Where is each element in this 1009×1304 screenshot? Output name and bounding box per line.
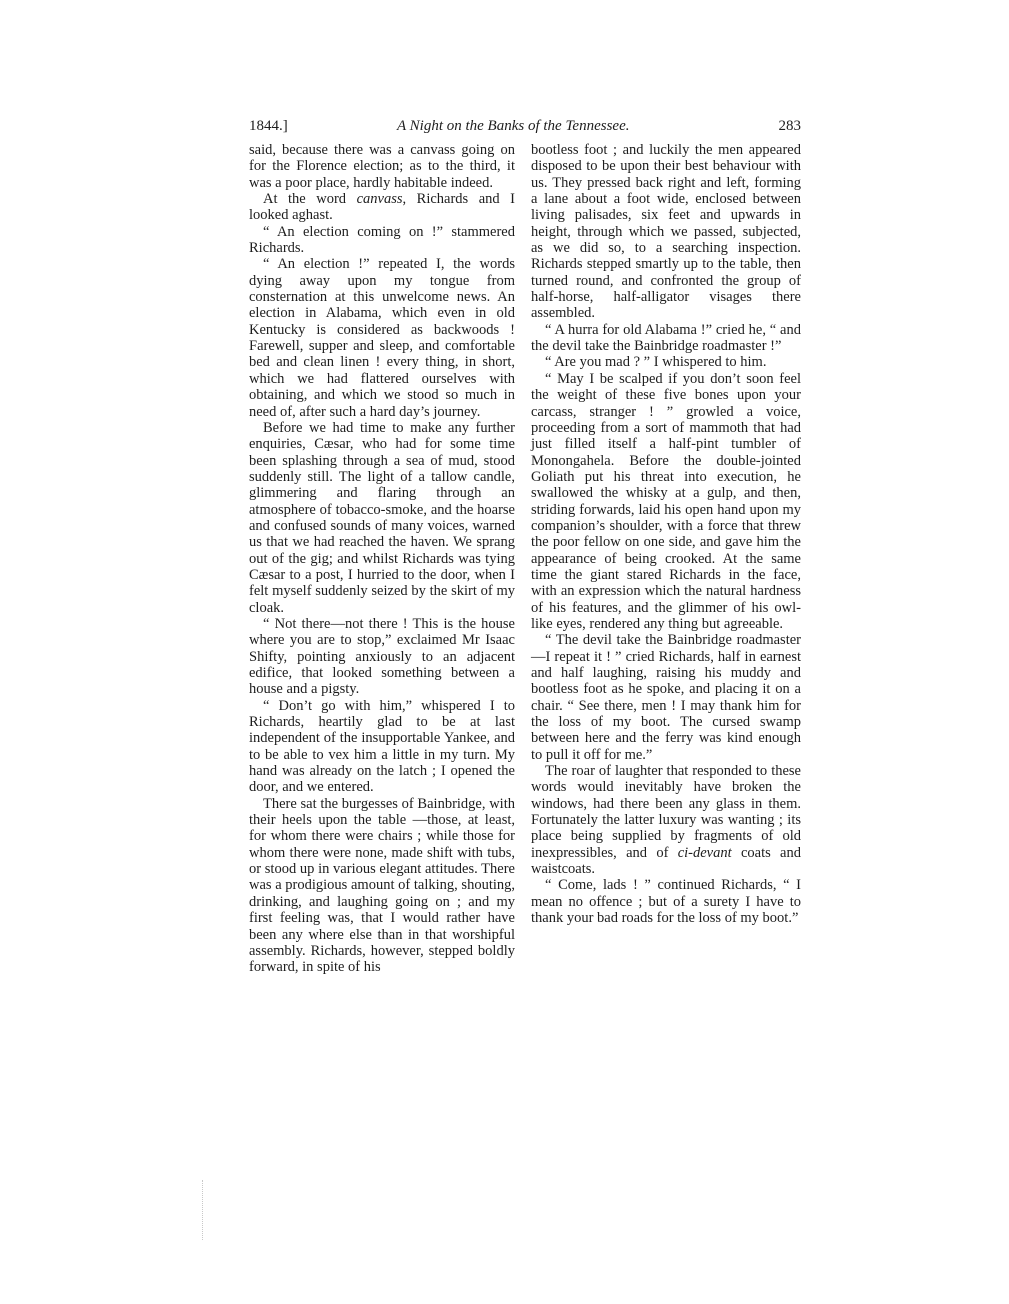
left-column xyxy=(249,142,515,976)
paragraph: There sat the burgesses of Bainbridge, with their heels upon the table —those, at least, for whom there were chairs ; while those for whom there were none, made shift with tubs, or stood up in various elegant attitudes. There was a prodigious amount of talking, shouting, drinking, and laughing going on ; and my first feeling was, that I would rather have been any where else than in that worshipful assembly. Richards, however, stepped boldly forward, in spite of his xyxy=(249,795,515,976)
italic-word: canvass xyxy=(356,191,403,208)
scan-margin-artifact xyxy=(202,1180,204,1240)
header-year: 1844.] xyxy=(249,118,288,134)
header-title: A Night on the Banks of the Tennessee. xyxy=(397,118,630,134)
italic-word: ci-devant xyxy=(677,844,732,861)
paragraph xyxy=(531,763,801,877)
paragraph: “ Come, lads ! ” continued Richards, “ I mean no offence ; but of a surety I have to thank your bad roads for the loss of my boot.” xyxy=(531,877,801,927)
paragraph: “ Don’t go with him,” whispered I to Richards, heartily glad to be at last independent of the insupportable Yankee, and to be able to vex him a little in my turn. My hand was already on the latch ; I opened the door, and we entered. xyxy=(249,697,515,796)
paragraph: “ An election !” repeated I, the words dying away upon my tongue from consternation at this unwelcome news. An election in Alabama, which even in old Kentucky is considered as backwoods ! Farewell, supper and sleep, and comfortable bed and clean linen ! every thing, in short, which we had flattered ourselves with obtaining, and which we stood so much in need of, after such a hard day’s journey. xyxy=(249,256,515,420)
paragraph: bootless foot ; and luckily the men appeared disposed to be upon their best behaviour with us. They pressed back right and left, forming a lane about a foot wide, enclosed between living palisades, six feet and upwards in height, through which we passed, subjected, as we did so, to a searching inspection. Richards stepped smartly up to the table, then turned round, and confronted the group of half-horse, half-alligator visages there assembled. xyxy=(531,142,801,322)
paragraph: Before we had time to make any further enquiries, Cæsar, who had for some time been splashing through a sea of mud, stood suddenly still. The light of a tallow candle, glimmering and flaring through an atmosphere of tobacco-smoke, and the hoarse and confused sounds of many voices, warned us that we had reached the haven. We sprang out of the gig; and whilst Richards was tying Cæsar to a post, I hurried to the door, when I felt myself suddenly seized by the skirt of my cloak. xyxy=(249,419,515,616)
page-number: 283 xyxy=(778,118,801,134)
paragraph-text: coats and waistcoats. xyxy=(531,844,801,878)
paragraph-text: The roar of laughter that responded to these words would inevitably have broken the windows, had there been any glass in them. Fortunately the latter luxury was wanting ; its place being supplied by fragments of old inexpressibles, and of xyxy=(531,763,801,861)
paragraph: said, because there was a canvass going on for the Florence election; as to the third, it was a poor place, hardly habitable indeed. xyxy=(249,142,515,191)
paragraph-text: , Richards and I looked aghast. xyxy=(249,191,515,224)
running-header xyxy=(249,118,801,140)
paragraph xyxy=(249,191,515,224)
paragraph: “ May I be scalped if you don’t soon feel the weight of these five bones upon your carcass, stranger ! ” growled a voice, proceeding from a sort of mammoth that had just filled itself a half-pint tumbler of Monongahela. Before the double-jointed Goliath put his threat into execution, he swallowed the whisky at a gulp, and then, striding forwards, laid his open hand upon my companion’s shoulder, with a force that threw the poor fellow on one side, and gave him the appearance of being crooked. At the same time the giant stared Richards in the face, with an expression which the natural hardness of his features, and the glimmer of his owl-like eyes, rendered any thing but agreeable. xyxy=(531,370,801,632)
paragraph: “ Not there—not there ! This is the house where you are to stop,” exclaimed Mr Isaac Shifty, pointing anxiously to an adjacent edifice, that looked something between a house and a pigsty. xyxy=(249,615,515,698)
paragraph-text: At the word xyxy=(263,191,357,208)
right-column xyxy=(531,142,801,927)
paragraph: “ Are you mad ? ” I whispered to him. xyxy=(545,354,767,371)
paragraph: “ An election coming on !” stammered Richards. xyxy=(249,223,515,257)
paragraph: “ A hurra for old Alabama !” cried he, “ and the devil take the Bainbridge roadmaster !” xyxy=(531,321,801,355)
paragraph: “ The devil take the Bainbridge roadmaster—I repeat it ! ” cried Richards, half in earnest and half laughing, raising his muddy and bootless foot as he spoke, and placing it on a chair. “ See there, men ! I may thank him for the loss of my boot. The cursed swamp between here and the ferry was kind enough to pull it off for me.” xyxy=(531,632,801,763)
